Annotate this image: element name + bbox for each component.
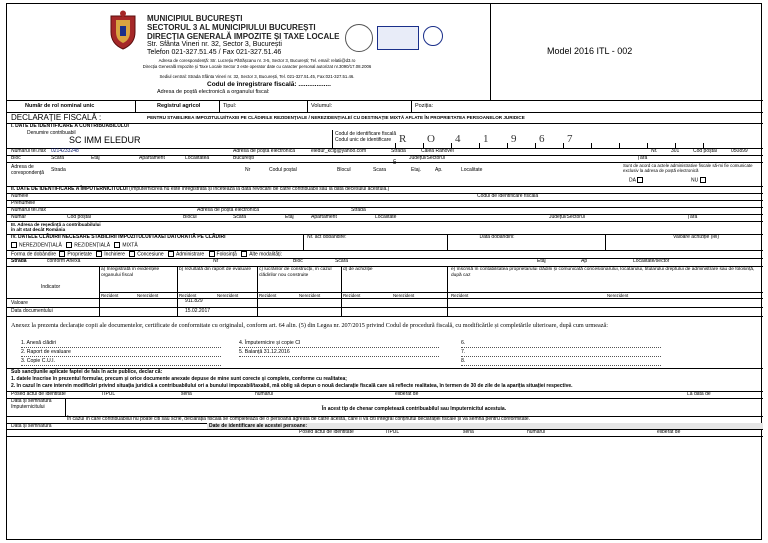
- certification-seal-icon: [345, 24, 373, 52]
- document-date-label: Data documentului: [11, 308, 53, 314]
- consent-yes-checkbox[interactable]: [637, 177, 643, 183]
- id-document-label: Posed actul de identitate: [11, 391, 66, 397]
- correspondence-label: Adresa de corespondență: [11, 164, 45, 176]
- street-label: Strada: [391, 148, 406, 154]
- consent-no-checkbox[interactable]: [700, 177, 706, 183]
- divider: [341, 266, 342, 316]
- proxy-phone-label: Numărul tel./fax: [11, 207, 47, 213]
- value-evaluation[interactable]: 911.829: [185, 298, 203, 304]
- section-2-header: [11, 187, 389, 193]
- fiscal-id-digit[interactable]: 1: [483, 133, 489, 145]
- signature-label: Data și semnătura: [11, 423, 52, 429]
- building-ap-label: Ap: [581, 258, 588, 264]
- column-c-header: c) lucrărilor de construcții, în cazul clădirilor nou construite: [259, 267, 332, 278]
- building-street-value[interactable]: conform Anexa: [47, 258, 81, 264]
- divider: [447, 234, 448, 250]
- proxy-firstname-label: Prenumele: [11, 200, 36, 206]
- use-checkbox[interactable]: [209, 251, 215, 257]
- identification-label: Date de identificare ale acestei persoane:: [209, 423, 308, 429]
- county-value[interactable]: 5: [393, 160, 397, 166]
- use-label: Folosință: [216, 251, 237, 258]
- divider: [7, 316, 763, 317]
- divider: [7, 298, 763, 299]
- central-office: Sediul central: Strada Sfânta Vineri nr. 32, Sector 3, București, Tel. 021-327.51.45, Fax:021-327.51.46.: [159, 74, 355, 79]
- divider: [7, 391, 763, 392]
- fiscal-id-label: Codul de identificare fiscală: [335, 131, 397, 137]
- residential-checkbox[interactable]: [66, 242, 72, 248]
- section-2-title: II. DATE DE IDENTIFICARE A ÎMPUTERNICITULUI: [11, 186, 128, 192]
- illiteracy-note: În cazul în care contribuabilul nu poate citi sau scrie, declarația fiscală se completează de o persoană agreată de către acesta, care îi va citi integral conținutul declarației fiscale și va semna pentru conformitate.: [67, 416, 531, 422]
- annex-item[interactable]: 8.: [461, 359, 661, 366]
- correspondence-floor-label: Etaj.: [411, 167, 422, 173]
- proxy-postal-label: Cod poștal: [67, 214, 91, 220]
- nonresident-subheader: Nerezident: [607, 293, 629, 298]
- divider: [135, 100, 136, 112]
- divider: [99, 292, 763, 293]
- number-value[interactable]: 301: [671, 148, 680, 154]
- declaration-subtitle: PENTRU STABILIREA IMPOZITULUI/TAXEI PE CLĂDIRILE REZIDENȚIALE / NEREZIDENȚIALE/ CU DESTINAȚIE MIXTĂ AFLATE ÎN PROPRIETATEA PERSOANELOR JURIDICE: [147, 115, 525, 120]
- correspondence-block-label: Blocul: [337, 167, 351, 173]
- annex-statement: Anexez la prezenta declarație copii ale documentelor, certificate de conformitate cu originalul, conform art. 64 alin. (5) din Legea nr. 207/2015 privind Codul de procedură fiscală, cu modificările și completările ulterioare, după cum urmează:: [11, 322, 608, 329]
- column-b-header: b) rezultată din raport de evaluare: [179, 267, 251, 272]
- divider: [7, 148, 763, 149]
- phone-label: Numărul tel./fax: [11, 148, 47, 154]
- acquisition-act-label: Nr. act dobândire:: [307, 234, 347, 240]
- nominal-roll-label: Număr de rol nominal unic: [25, 103, 95, 109]
- resident-subheader: Rezident: [451, 293, 469, 298]
- ownership-label: Proprietate: [67, 251, 92, 258]
- document-date-value[interactable]: 15.02.2017: [185, 308, 211, 314]
- acquisition-value-label: Valoare achiziție (lei): [673, 234, 720, 240]
- divider: [219, 100, 220, 112]
- column-e-header: e) înscrisă în contabilitatea proprietarului clădirii și comunicată concesionarului, locatarului, titularului dreptului de administrare sau de folosință, după caz: [451, 267, 755, 278]
- coat-of-arms-icon: [107, 10, 139, 50]
- institution-phone: Telefon 021-327.51.45 / Fax 021-327.51.46: [147, 49, 282, 56]
- floor-label: Etaj: [91, 155, 100, 161]
- proxy-apartment-label: Apartament: [311, 214, 337, 220]
- divider: [411, 100, 412, 112]
- header-divider: [490, 4, 491, 100]
- consent-yes[interactable]: [629, 177, 645, 184]
- institution-name-2: SECTORUL 3 AL MUNICIPIULUI BUCUREȘTI: [147, 23, 316, 32]
- nonresident-subheader: Nerezident: [217, 293, 239, 298]
- county-label: Județul/Sectorul: [409, 155, 445, 161]
- building-street-label: Strada: [11, 258, 27, 264]
- divider: [7, 307, 763, 308]
- phone-value[interactable]: 0214233248: [51, 148, 79, 154]
- fiscal-id-digit[interactable]: O: [427, 133, 435, 145]
- proxy-surname-label: Numele: [11, 193, 29, 199]
- locality-value[interactable]: București: [233, 155, 254, 161]
- contributor-name-value[interactable]: SC IMM ELEDUR: [69, 135, 141, 145]
- institution-name-1: MUNICIPIUL BUCUREȘTI: [147, 14, 243, 23]
- consent-no[interactable]: [691, 177, 708, 184]
- divider: [7, 436, 763, 437]
- position-label: Poziția:: [415, 103, 434, 109]
- building-locality-label: Localitate/sector: [633, 258, 670, 264]
- column-a-header: a) Înregistrată în evidențele organului fiscal: [101, 267, 160, 278]
- annex-item[interactable]: 1. Anexă clădiri: [21, 341, 221, 348]
- annex-item[interactable]: 6.: [461, 341, 661, 348]
- divider: [7, 193, 763, 194]
- correspondence-postal-label: Codul poștal: [269, 167, 297, 173]
- proxy-block-label: Blocul: [183, 214, 197, 220]
- resident-subheader: Rezident: [179, 293, 197, 298]
- id-type-label: TIPUL: [101, 391, 116, 397]
- mixed-label: MIXTĂ: [122, 242, 138, 249]
- id2-issuer-label: eliberat de: [657, 429, 681, 435]
- proxy-stair-label: Scara: [233, 214, 247, 220]
- divider: [7, 112, 763, 113]
- mixed-checkbox[interactable]: [114, 242, 120, 248]
- correspondence-street-label: Strada: [51, 167, 66, 173]
- street-value[interactable]: Calea Rahovei: [421, 148, 454, 154]
- annex-item[interactable]: 4. Împuternicire și copie CI: [239, 341, 439, 348]
- country-label: Țara: [637, 155, 648, 161]
- unique-id-label: Codul unic de identificare: [335, 137, 392, 143]
- proxy-fiscal-id-label: Codul de identificare fiscală: [477, 193, 539, 199]
- electronic-consent-text: Sunt de acord ca actele administrative fiscale să-mi fie comunicate exclusiv la adresa de poștă electronică: [623, 163, 753, 174]
- building-floor-label: Etaj: [537, 258, 546, 264]
- value-row-label: Valoare: [11, 300, 28, 306]
- proxy-floor-label: Etaj: [285, 214, 294, 220]
- divider: [332, 130, 333, 148]
- building-stair-label: Scara: [335, 258, 349, 264]
- email-label: Adresa de poștă electronică: [233, 148, 295, 154]
- divider: [307, 100, 308, 112]
- fill-instructions: În acest tip de chenar completează contribuabilul sau împuternicitul acestuia.: [321, 406, 507, 412]
- concession-label: Concesiune: [137, 251, 164, 258]
- divider: [7, 398, 763, 399]
- proxy-locality-label: Localitate: [375, 214, 397, 220]
- id-date-label: La data de: [687, 391, 711, 397]
- divider: [7, 221, 763, 222]
- nonresident-subheader: Nerezident: [393, 293, 415, 298]
- nonresidential-label: NEREZIDENȚIALĂ: [19, 242, 62, 249]
- stair-label: Scara: [51, 155, 65, 161]
- annex-item[interactable]: 5. Balanță 31.12.2016: [239, 350, 439, 357]
- correspondence-locality-label: Localitate: [461, 167, 483, 173]
- nonresident-subheader: Nerezident: [137, 293, 159, 298]
- id-series-label: seria: [181, 391, 192, 397]
- resident-subheader: Rezident: [343, 293, 361, 298]
- concession-checkbox[interactable]: [129, 251, 135, 257]
- nonresident-subheader: Nerezident: [299, 293, 321, 298]
- column-d-header: d) de achiziție: [343, 267, 373, 272]
- rent-label: Închiriere: [104, 251, 125, 258]
- administration-checkbox[interactable]: [168, 251, 174, 257]
- ownership-checkbox[interactable]: [59, 251, 65, 257]
- building-number-label: Nr: [213, 258, 219, 264]
- id2-series-label: seria: [463, 429, 474, 435]
- nonresidential-checkbox[interactable]: [11, 242, 17, 248]
- divider: [447, 266, 448, 316]
- fiscal-id-digit[interactable]: 4: [455, 133, 461, 145]
- section-2-note: (împuternicirea nu este înregistrată și încetează la data revocării de către contribuabil sau la data decesului acestuia.): [129, 186, 390, 192]
- fiscal-registration-code: Codul de înregistrare fiscală: ..................: [207, 81, 331, 88]
- proxy-county-label: Județul/Sectorul: [549, 214, 585, 220]
- building-type-options: [11, 242, 138, 249]
- divider: [7, 200, 763, 201]
- proxy-signature-label: Data și semnătura împuternicitului: [11, 398, 52, 410]
- id2-type-label: TIPUL: [385, 429, 400, 435]
- postal-code-label: Cod poștal: [693, 148, 717, 154]
- agricultural-register-label: Registrul agricol: [157, 103, 201, 109]
- quality-logo-icon: [377, 26, 419, 50]
- divider: [303, 234, 304, 250]
- fiscal-id-digit[interactable]: 7: [567, 133, 573, 145]
- consent-yes-label: DA: [629, 177, 636, 184]
- correspondence-address: Adresa de corespondență: Str. Lucrețiu Pătrășcanu nr. 3-5, Sector 3, București; Tel. email: relatii@d3.ro: [158, 58, 356, 63]
- postal-code-value[interactable]: 050899: [731, 148, 748, 154]
- declaration-title: DECLARAȚIE FISCALĂ :: [11, 113, 102, 122]
- annex-item[interactable]: 7.: [461, 350, 661, 357]
- resident-subheader: Rezident: [101, 293, 119, 298]
- other-checkbox[interactable]: [241, 251, 247, 257]
- model-code: Model 2016 ITL - 002: [547, 46, 633, 56]
- institution-address: Str. Sfânta Vineri nr. 32, Sector 3, București: [147, 41, 282, 48]
- email-value[interactable]: eledur_kclg@yahoo.com: [311, 148, 367, 154]
- correspondence-ap-label: Ap.: [435, 167, 443, 173]
- fiscal-id-digit[interactable]: 9: [511, 133, 517, 145]
- id2-document-label: Posed actul de identitate: [299, 429, 354, 435]
- residential-label: REZIDENȚIALĂ: [74, 242, 111, 249]
- acquisition-form-label: Forma de dobândire: [11, 251, 57, 258]
- fiscal-id-digit[interactable]: 6: [539, 133, 545, 145]
- fiscal-id-digit[interactable]: R: [399, 133, 407, 145]
- divider: [257, 266, 258, 316]
- divider: [177, 266, 178, 316]
- divider: [605, 234, 606, 250]
- indicator-label: Indicator: [41, 284, 61, 290]
- fiscal-organ-email: Adresa de poștă electronică a organului fiscal:: [157, 89, 270, 95]
- annex-item[interactable]: 2. Raport de evaluare: [21, 350, 221, 357]
- iso-seal-icon: [423, 26, 443, 46]
- divider: [7, 155, 763, 156]
- proxy-number-label: Număr: [11, 214, 27, 220]
- administration-label: Administrare: [176, 251, 205, 258]
- id-issuer-label: eliberat de: [395, 391, 419, 397]
- section-1-title: I. DATE DE IDENTIFICARE A CONTRIBUABILULUI: [11, 123, 129, 129]
- volume-label: Volumul:: [311, 103, 333, 109]
- divider: [7, 100, 763, 101]
- id-number-label: numărul: [255, 391, 274, 397]
- correspondence-stair-label: Scara: [373, 167, 387, 173]
- number-label: Nr.: [651, 148, 658, 154]
- rent-checkbox[interactable]: [96, 251, 102, 257]
- proxy-country-label: Țara: [687, 214, 698, 220]
- foreign-residence-label: III. Adresa de reședință a contribuabilului în alt stat decât România: [11, 222, 101, 233]
- resident-subheader: Rezident: [259, 293, 277, 298]
- divider: [99, 266, 100, 316]
- section-4-title: IV. DATELE CLĂDIRII NECESARE STABILIRII IMPOZITULUI/TAXEI DATORAT/Ă PE CLĂDIRI: [11, 234, 226, 240]
- tax-declaration-form: [6, 3, 762, 540]
- block-label: Bloc: [11, 155, 21, 161]
- id2-number-label: numărul: [527, 429, 546, 435]
- proxy-email-label: Adresa de poștă electronică: [197, 207, 259, 213]
- apartment-label: Apartament: [139, 155, 165, 161]
- other-label: Alte modalități:: [249, 251, 282, 258]
- operator-note: Direcția Generală Impozite și Taxe Locale Sector 3 este operator date cu caracter personal autorizat nr.3090/17.08.2006: [142, 64, 372, 69]
- divider: [7, 207, 763, 208]
- annex-item[interactable]: 3. Copie C.U.I.: [21, 359, 221, 366]
- footer-statement-1: 1. datele înscrise în prezentul formular, precum și orice documente anexate depuse de mine sunt corecte și complete, conforme cu realitatea;: [11, 376, 347, 382]
- building-block-label: Bloc: [293, 258, 303, 264]
- locality-label: Localitatea: [185, 155, 210, 161]
- type-label: Tipul:: [223, 103, 237, 109]
- acquisition-date-label: Data dobândirii:: [479, 234, 515, 240]
- institution-name-3: DIRECȚIA GENERALĂ IMPOZITE ȘI TAXE LOCALE: [147, 32, 340, 41]
- contributor-name-label: Denumire contribuabil: [27, 130, 76, 136]
- correspondence-number-label: Nr: [245, 167, 251, 173]
- footer-intro: Sub sancțiunile aplicate faptei de fals în acte publice, declar că:: [11, 369, 163, 375]
- consent-no-label: NU: [691, 177, 699, 184]
- proxy-street-label: Strada: [351, 207, 366, 213]
- footer-statement-2: 2. în cazul în care intervin modificări privind situația juridică a contribuabilului ori a bunului impozabil/taxabil, mă oblig să depun o nouă declarație fiscală care să reflecte realitatea, în termen de 30 de zile de la apariția situației respective.: [11, 383, 573, 389]
